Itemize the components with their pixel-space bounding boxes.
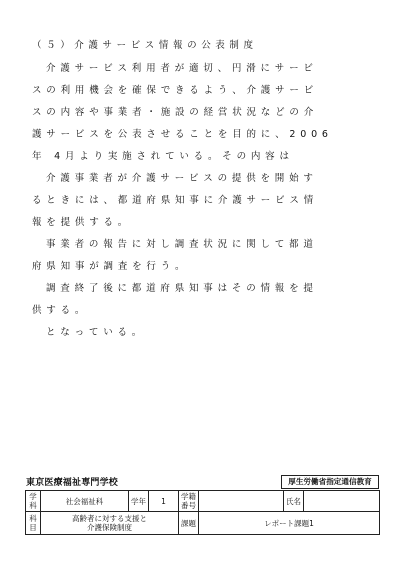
body-line: るときには、都道府県知事に介護サービス情 — [32, 195, 319, 206]
department-value: 社会福祉科 — [41, 491, 129, 512]
section-heading: （５）介護サービス情報の公表制度 — [32, 40, 258, 51]
school-name: 東京医療福祉専門学校 — [26, 478, 119, 488]
name-field[interactable] — [304, 491, 380, 512]
body-line: となっている。 — [46, 327, 147, 338]
body-line: 供する。 — [32, 305, 90, 316]
body-line: 調査終了後に都道府県知事はその情報を提 — [46, 283, 318, 294]
submission-form-table — [25, 490, 380, 535]
body-line: 報を提供する。 — [32, 217, 133, 228]
body-line: 護サービスを公表させることを目的に、2006 — [32, 129, 333, 140]
body-line: スの利用機会を確保できるよう、介護サービ — [32, 85, 319, 96]
subject-label: 科目 — [26, 512, 41, 535]
assignment-value: レポート課題1 — [199, 512, 380, 535]
year-label: 学年 — [129, 491, 149, 512]
subject-value-line: 介護保険制度 — [87, 523, 132, 532]
body-line: 府県知事が調査を行う。 — [32, 261, 190, 272]
body-line: 事業者の報告に対し調査状況に関して都道 — [46, 239, 318, 250]
student-id-field[interactable] — [199, 491, 284, 512]
department-label: 学科 — [26, 491, 41, 512]
body-line: 年 4月より実施されている。その内容は — [32, 151, 294, 162]
student-id-label: 学籍番号 — [179, 491, 199, 512]
accreditation-stamp: 厚生労働省指定通信教育 — [281, 475, 379, 489]
subject-value-line: 高齢者に対する支援と — [72, 514, 147, 523]
body-line: スの内容や事業者・施設の経営状況などの介 — [32, 107, 319, 118]
name-label: 氏名 — [284, 491, 304, 512]
subject-value — [41, 512, 179, 535]
body-line: 介護サービス利用者が適切、円滑にサービ — [46, 63, 318, 74]
body-line: 介護事業者が介護サービスの提供を開始す — [46, 173, 318, 184]
year-value: 1 — [149, 491, 179, 512]
assignment-label: 課題 — [179, 512, 199, 535]
